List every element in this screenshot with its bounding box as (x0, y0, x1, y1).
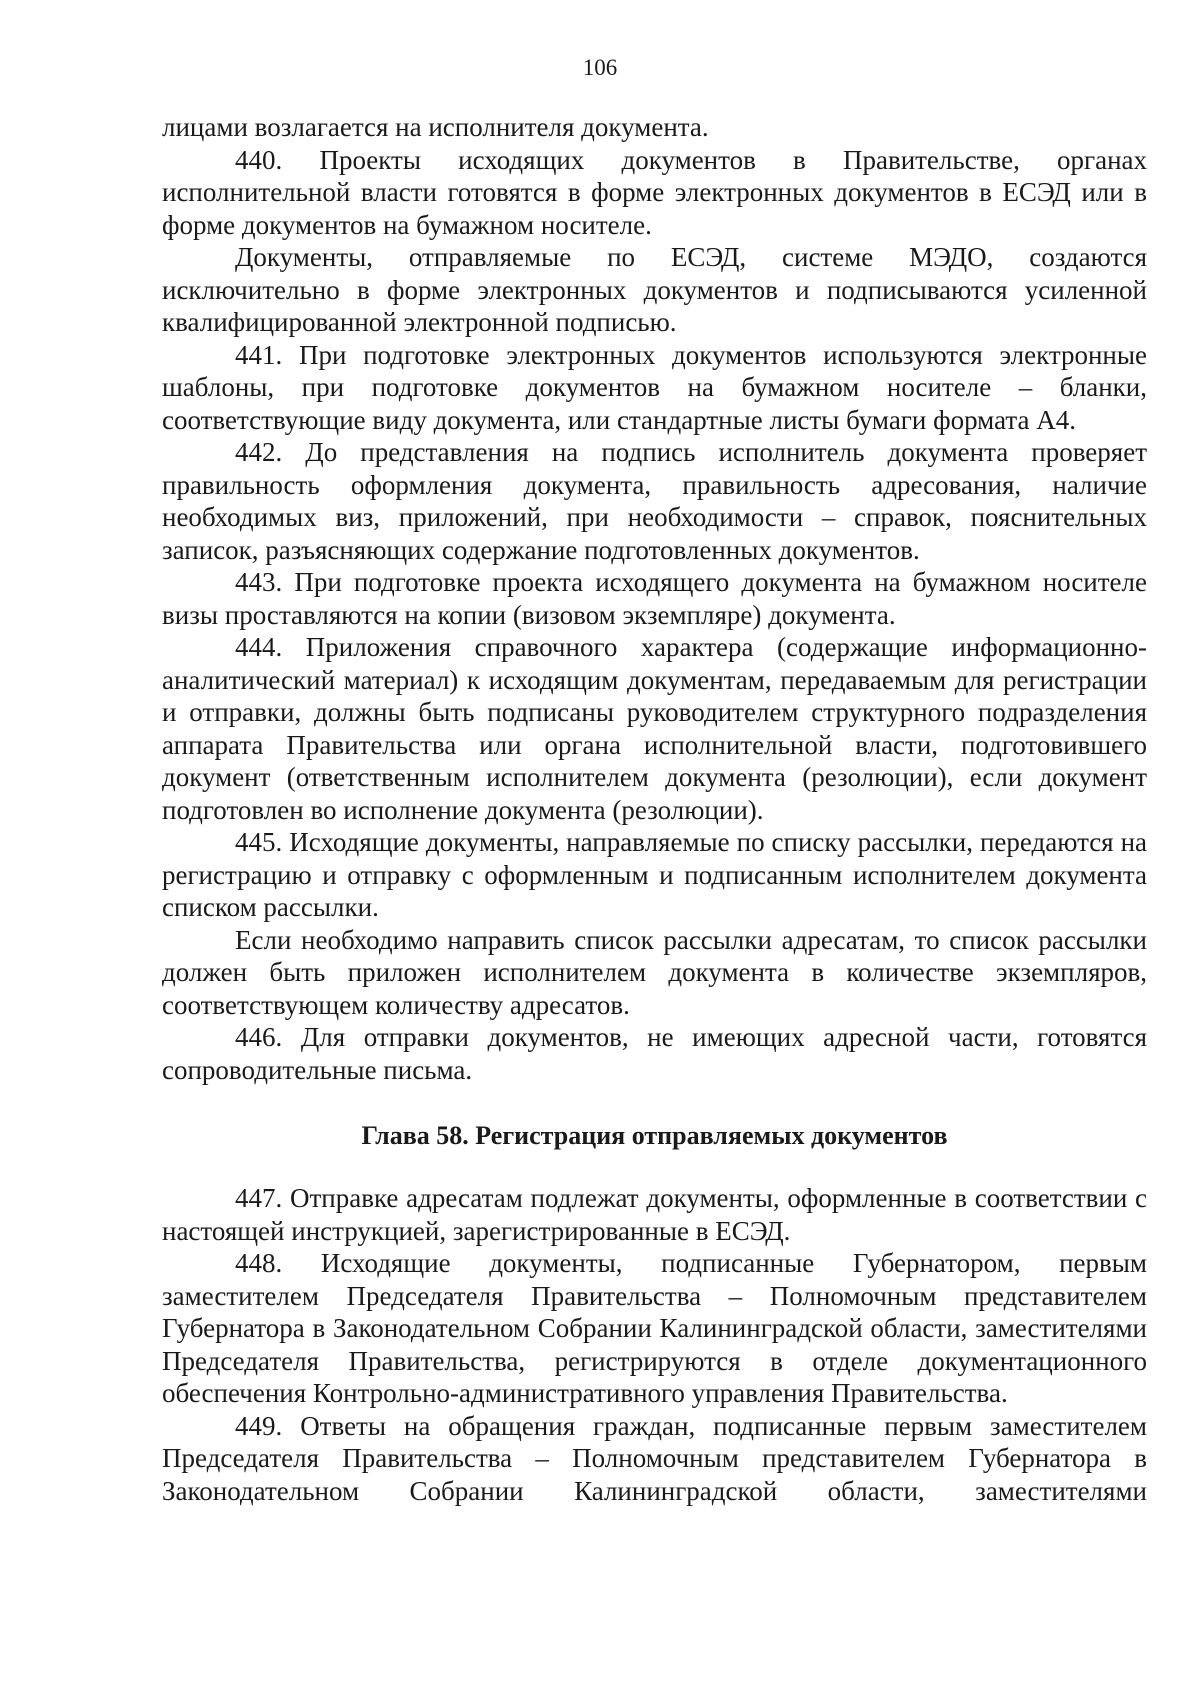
paragraph-444: 444. Приложения справочного характера (содержащие информационно-аналитический материал) к исходящим документам, передаваемым для регистрации и отправки, должны быть подписаны руководителем структурного подразделения аппарата Правительства или органа исполнительной власти, подготовившего документ (ответственным исполнителем документа (резолюции), если документ подготовлен во исполнение документа (резолюции). (162, 632, 1147, 825)
paragraph-440: 440. Проекты исходящих документов в Правительстве, органах исполнительной власти готовятся в форме электронных документов в ЕСЭД или в форме документов на бумажном носителе. (162, 144, 1147, 240)
paragraph-continuation: лицами возлагается на исполнителя документа. (162, 112, 709, 142)
paragraph-442: 442. До представления на подпись исполнитель документа проверяет правильность оформления документа, правильность адресования, наличие необходимых виз, приложений, при необходимости – справок, пояснительных записок, разъясняющих содержание подготовленных документов. (162, 437, 1147, 565)
paragraph-440-documents-esed: Документы, отправляемые по ЕСЭД, системе МЭДО, создаются исключительно в форме электронных документов и подписываются усиленной квалифицированной электронной подписью. (162, 242, 1147, 337)
chapter-heading: Глава 58. Регистрация отправляемых документов (361, 1121, 948, 1150)
paragraph-448: 448. Исходящие документы, подписанные Губернатором, первым заместителем Председателя Правительства – Полномочным представителем Губернатора в Законодательном Собрании Калининградской области, заместителями Председателя Правительства, регистрируются в отделе документационного обеспечения Контрольно-административного управления Правительства. (162, 1248, 1147, 1408)
paragraph-441: 441. При подготовке электронных документов используются электронные шаблоны, при подготовке документов на бумажном носителе – бланки, соответствующие виду документа, или стандартные листы бумаги формата А4. (162, 339, 1147, 435)
document-body (162, 111, 1147, 1507)
paragraph-443: 443. При подготовке проекта исходящего документа на бумажном носителе визы проставляются на копии (визовом экземпляре) документа. (162, 567, 1147, 630)
page-number: 106 (582, 55, 618, 80)
paragraph-445-mailing-list: Если необходимо направить список рассылки адресатам, то список рассылки должен быть приложен исполнителем документа в количестве экземпляров, соответствующем количеству адресатов. (162, 924, 1147, 1020)
paragraph-446: 446. Для отправки документов, не имеющих адресной части, готовятся сопроводительные письма. (162, 1022, 1147, 1085)
paragraph-449: 449. Ответы на обращения граждан, подписанные первым заместителем Председателя Правительства – Полномочным представителем Губернатора в Законодательном Собрании Калининградской области, заместителями (162, 1410, 1147, 1506)
paragraph-447: 447. Отправке адресатам подлежат документы, оформленные в соответствии с настоящей инструкцией, зарегистрированные в ЕСЭД. (162, 1183, 1147, 1246)
paragraph-445: 445. Исходящие документы, направляемые по списку рассылки, передаются на регистрацию и отправку с оформленным и подписанным исполнителем документа списком рассылки. (162, 827, 1147, 922)
